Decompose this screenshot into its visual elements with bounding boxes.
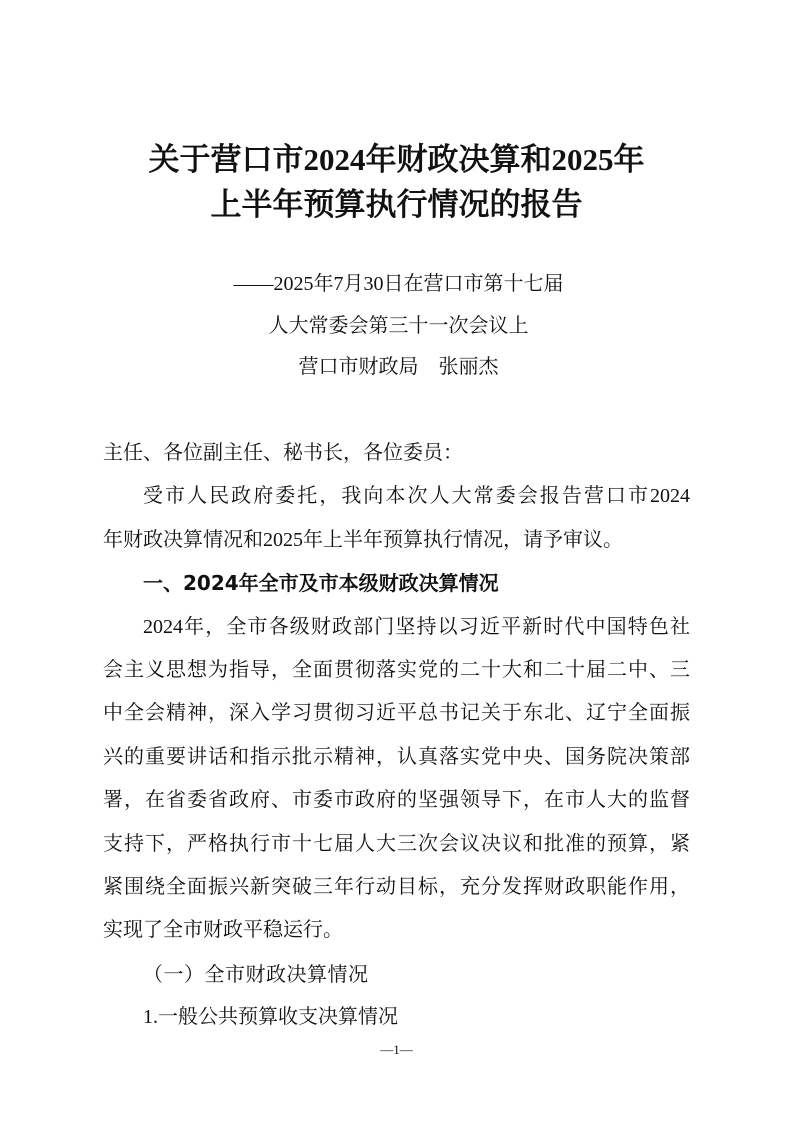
subsection-item: 1.一般公共预算收支决算情况 (143, 1006, 398, 1029)
paragraph-line: 兴的重要讲话和指示批示精神，认真落实党中央、国务院决策部 (103, 745, 690, 768)
intro-line: 年财政决算情况和2025年上半年预算执行情况，请予审议。 (103, 528, 623, 551)
paragraph-line: 2024年，全市各级财政部门坚持以习近平新时代中国特色社 (143, 615, 690, 638)
subtitle-meeting-line: 人大常委会第三十一次会议上 (268, 314, 529, 337)
title-line-2: 上半年预算执行情况的报告 (210, 187, 583, 222)
paragraph-line: 实现了全市财政平稳运行。 (103, 919, 343, 942)
subtitle-date-line: ——2025年7月30日在营口市第十七届 (233, 273, 564, 295)
title-line-1: 关于营口市2024年财政决算和2025年 (148, 142, 645, 177)
salutation: 主任、各位副主任、秘书长，各位委员： (103, 442, 463, 464)
subsection-heading: （一）全市财政决算情况 (143, 961, 369, 986)
document-body (103, 432, 690, 1039)
paragraph-line: 署，在省委省政府、市委市政府的坚强领导下，在市人大的监督 (103, 789, 690, 812)
intro-line: 受市人民政府委托，我向本次人大常委会报告营口市2024 (143, 485, 690, 508)
paragraph-line: 中全会精神，深入学习贯彻习近平总书记关于东北、辽宁全面振 (103, 702, 690, 725)
subtitle-author-line: 营口市财政局 张丽杰 (298, 356, 499, 378)
paragraph-line: 紧围绕全面振兴新突破三年行动目标，充分发挥财政职能作用， (103, 875, 690, 898)
report-title (0, 137, 793, 227)
paragraph-line: 支持下，严格执行市十七届人大三次会议决议和批准的预算，紧 (103, 832, 690, 855)
paragraph-line: 会主义思想为指导，全面贯彻落实党的二十大和二十届二中、三 (103, 658, 690, 681)
report-subtitle (0, 264, 793, 389)
section-heading: 一、2024年全市及市本级财政决算情况 (143, 571, 499, 596)
page-number: —1— (380, 1042, 413, 1057)
